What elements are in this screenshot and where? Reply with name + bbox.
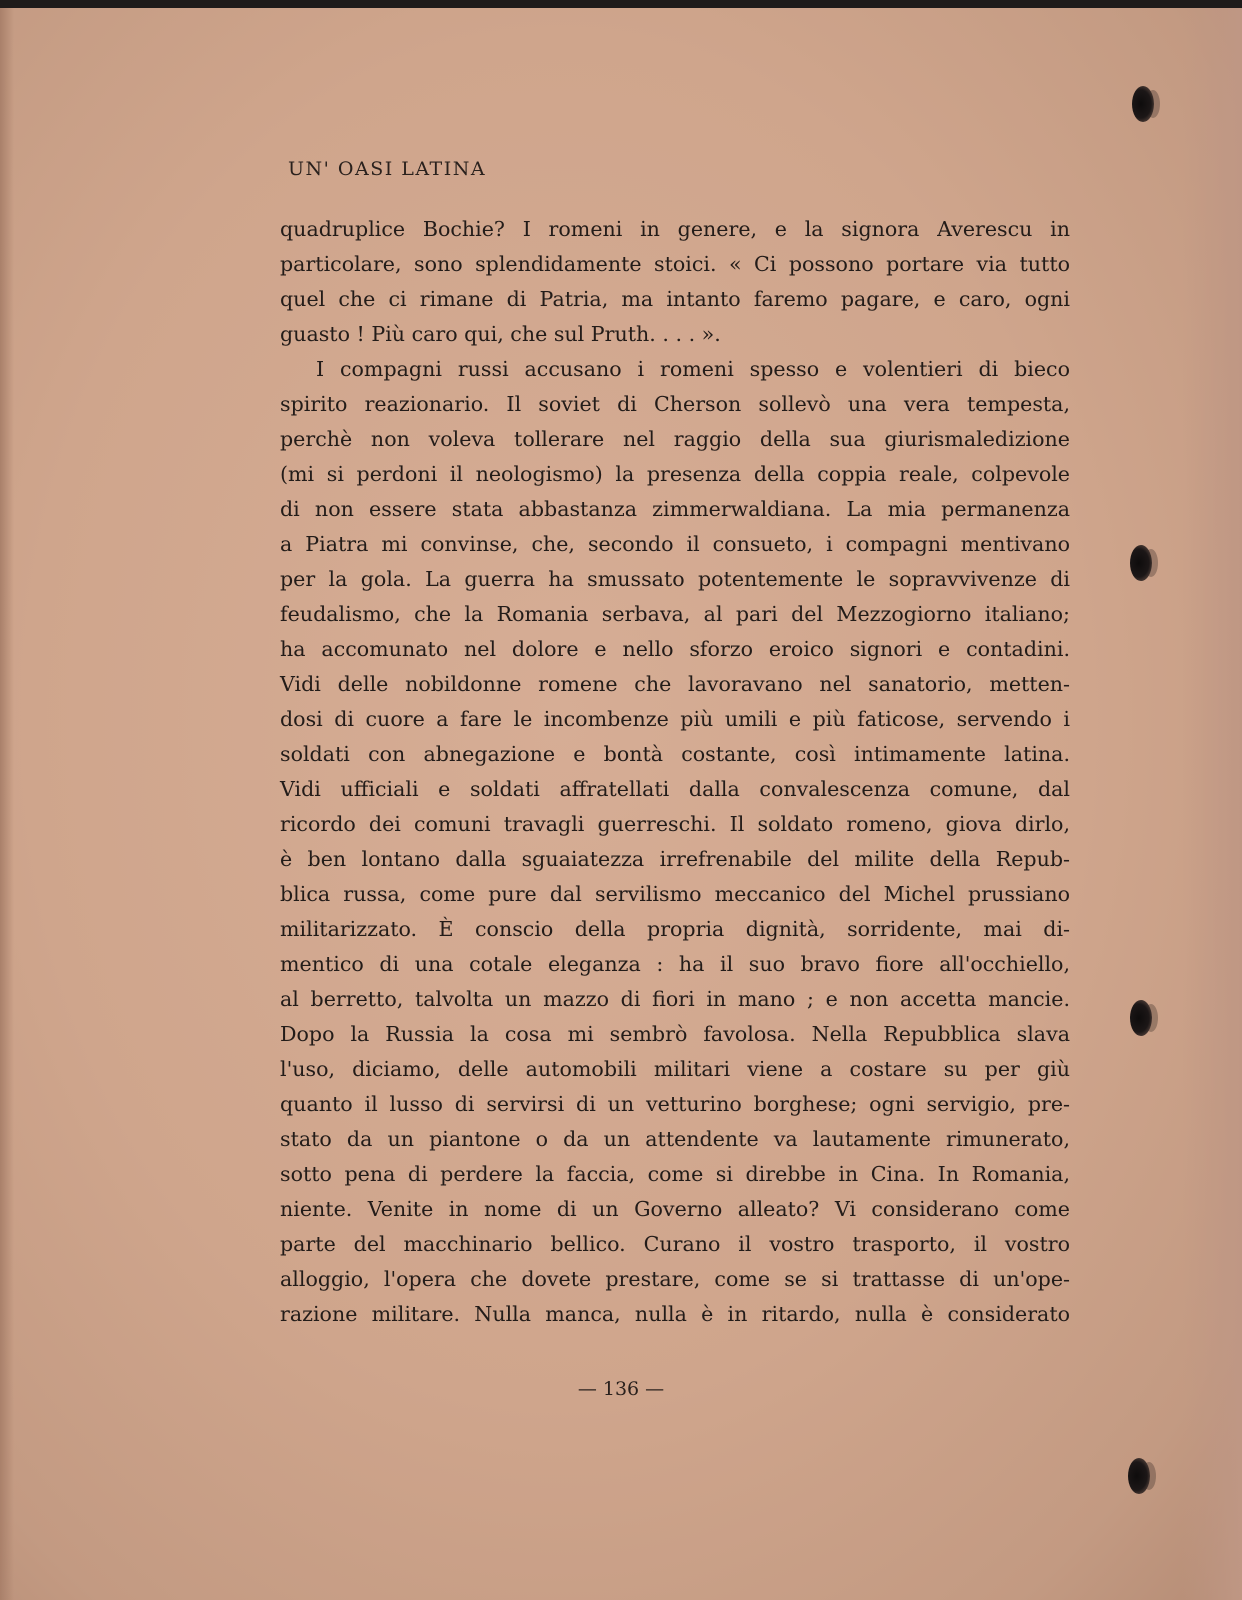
scan-top-border — [0, 0, 1242, 8]
text-line: alloggio, l'opera che dovete prestare, come se si trattasse di un'ope- — [280, 1267, 1070, 1291]
text-line: particolare, sono splendidamente stoici. « Ci possono portare via tutto — [280, 252, 1070, 276]
text-line: militarizzato. È conscio della propria dignità, sorridente, mai di- — [280, 917, 1070, 941]
text-line: quel che ci rimane di Patria, ma intanto faremo pagare, e caro, ogni — [280, 287, 1070, 311]
text-line: quadruplice Bochie? I romeni in genere, e la signora Averescu in — [280, 217, 1070, 241]
text-line: di non essere stata abbastanza zimmerwaldiana. La mia permanenza — [280, 497, 1070, 521]
text-line: feudalismo, che la Romania serbava, al pari del Mezzogiorno italiano; — [280, 602, 1070, 626]
body-text — [280, 212, 1070, 1332]
text-line: è ben lontano dalla sguaiatezza irrefrenabile del milite della Repub- — [280, 847, 1070, 871]
binder-hole-icon — [1132, 86, 1154, 122]
page-left-edge — [0, 8, 14, 1600]
text-line: niente. Venite in nome di un Governo alleato? Vi considerano come — [280, 1197, 1070, 1221]
page-right-edge — [1182, 8, 1242, 1600]
text-line: quanto il lusso di servirsi di un vetturino borghese; ogni servigio, pre- — [280, 1092, 1070, 1116]
text-line: stato da un piantone o da un attendente va lautamente rimunerato, — [280, 1127, 1070, 1151]
text-line: sotto pena di perdere la faccia, come si direbbe in Cina. In Romania, — [280, 1162, 1070, 1186]
binder-hole-icon — [1130, 1000, 1152, 1036]
text-line: a Piatra mi convinse, che, secondo il consueto, i compagni mentivano — [280, 532, 1070, 556]
binder-hole-icon — [1128, 1458, 1150, 1494]
text-line: (mi si perdoni il neologismo) la presenza della coppia reale, colpevole — [280, 462, 1070, 486]
text-line: per la gola. La guerra ha smussato potentemente le sopravvivenze di — [280, 567, 1070, 591]
text-line: I compagni russi accusano i romeni spesso e volentieri di bieco — [316, 357, 1070, 381]
page-number: — 136 — — [577, 1378, 665, 1400]
text-line: parte del macchinario bellico. Curano il vostro trasporto, il vostro — [280, 1232, 1070, 1256]
text-line: soldati con abnegazione e bontà costante, così intimamente latina. — [280, 742, 1070, 766]
running-header: UN' OASI LATINA — [288, 158, 487, 180]
text-line: ricordo dei comuni travagli guerreschi. Il soldato romeno, giova dirlo, — [280, 812, 1070, 836]
text-line: blica russa, come pure dal servilismo meccanico del Michel prussiano — [280, 882, 1070, 906]
text-line: mentico di una cotale eleganza : ha il suo bravo fiore all'occhiello, — [280, 952, 1070, 976]
binder-hole-icon — [1130, 545, 1152, 581]
text-line: razione militare. Nulla manca, nulla è in ritardo, nulla è considerato — [280, 1302, 1070, 1326]
text-line: l'uso, diciamo, delle automobili militari viene a costare su per giù — [280, 1057, 1070, 1081]
text-line: ha accomunato nel dolore e nello sforzo eroico signori e contadini. — [280, 637, 1070, 661]
text-line: Vidi delle nobildonne romene che lavoravano nel sanatorio, metten- — [280, 672, 1070, 696]
text-line: Dopo la Russia la cosa mi sembrò favolosa. Nella Repubblica slava — [280, 1022, 1070, 1046]
text-line: Vidi ufficiali e soldati affratellati dalla convalescenza comune, dal — [280, 777, 1070, 801]
text-line: spirito reazionario. Il soviet di Cherson sollevò una vera tempesta, — [280, 392, 1070, 416]
text-line: guasto ! Più caro qui, che sul Pruth. . . . ». — [280, 322, 721, 346]
text-line: dosi di cuore a fare le incombenze più umili e più faticose, servendo i — [280, 707, 1070, 731]
text-line: al berretto, talvolta un mazzo di fiori in mano ; e non accetta mancie. — [280, 987, 1070, 1011]
text-line: perchè non voleva tollerare nel raggio della sua giurismaledizione — [280, 427, 1070, 451]
